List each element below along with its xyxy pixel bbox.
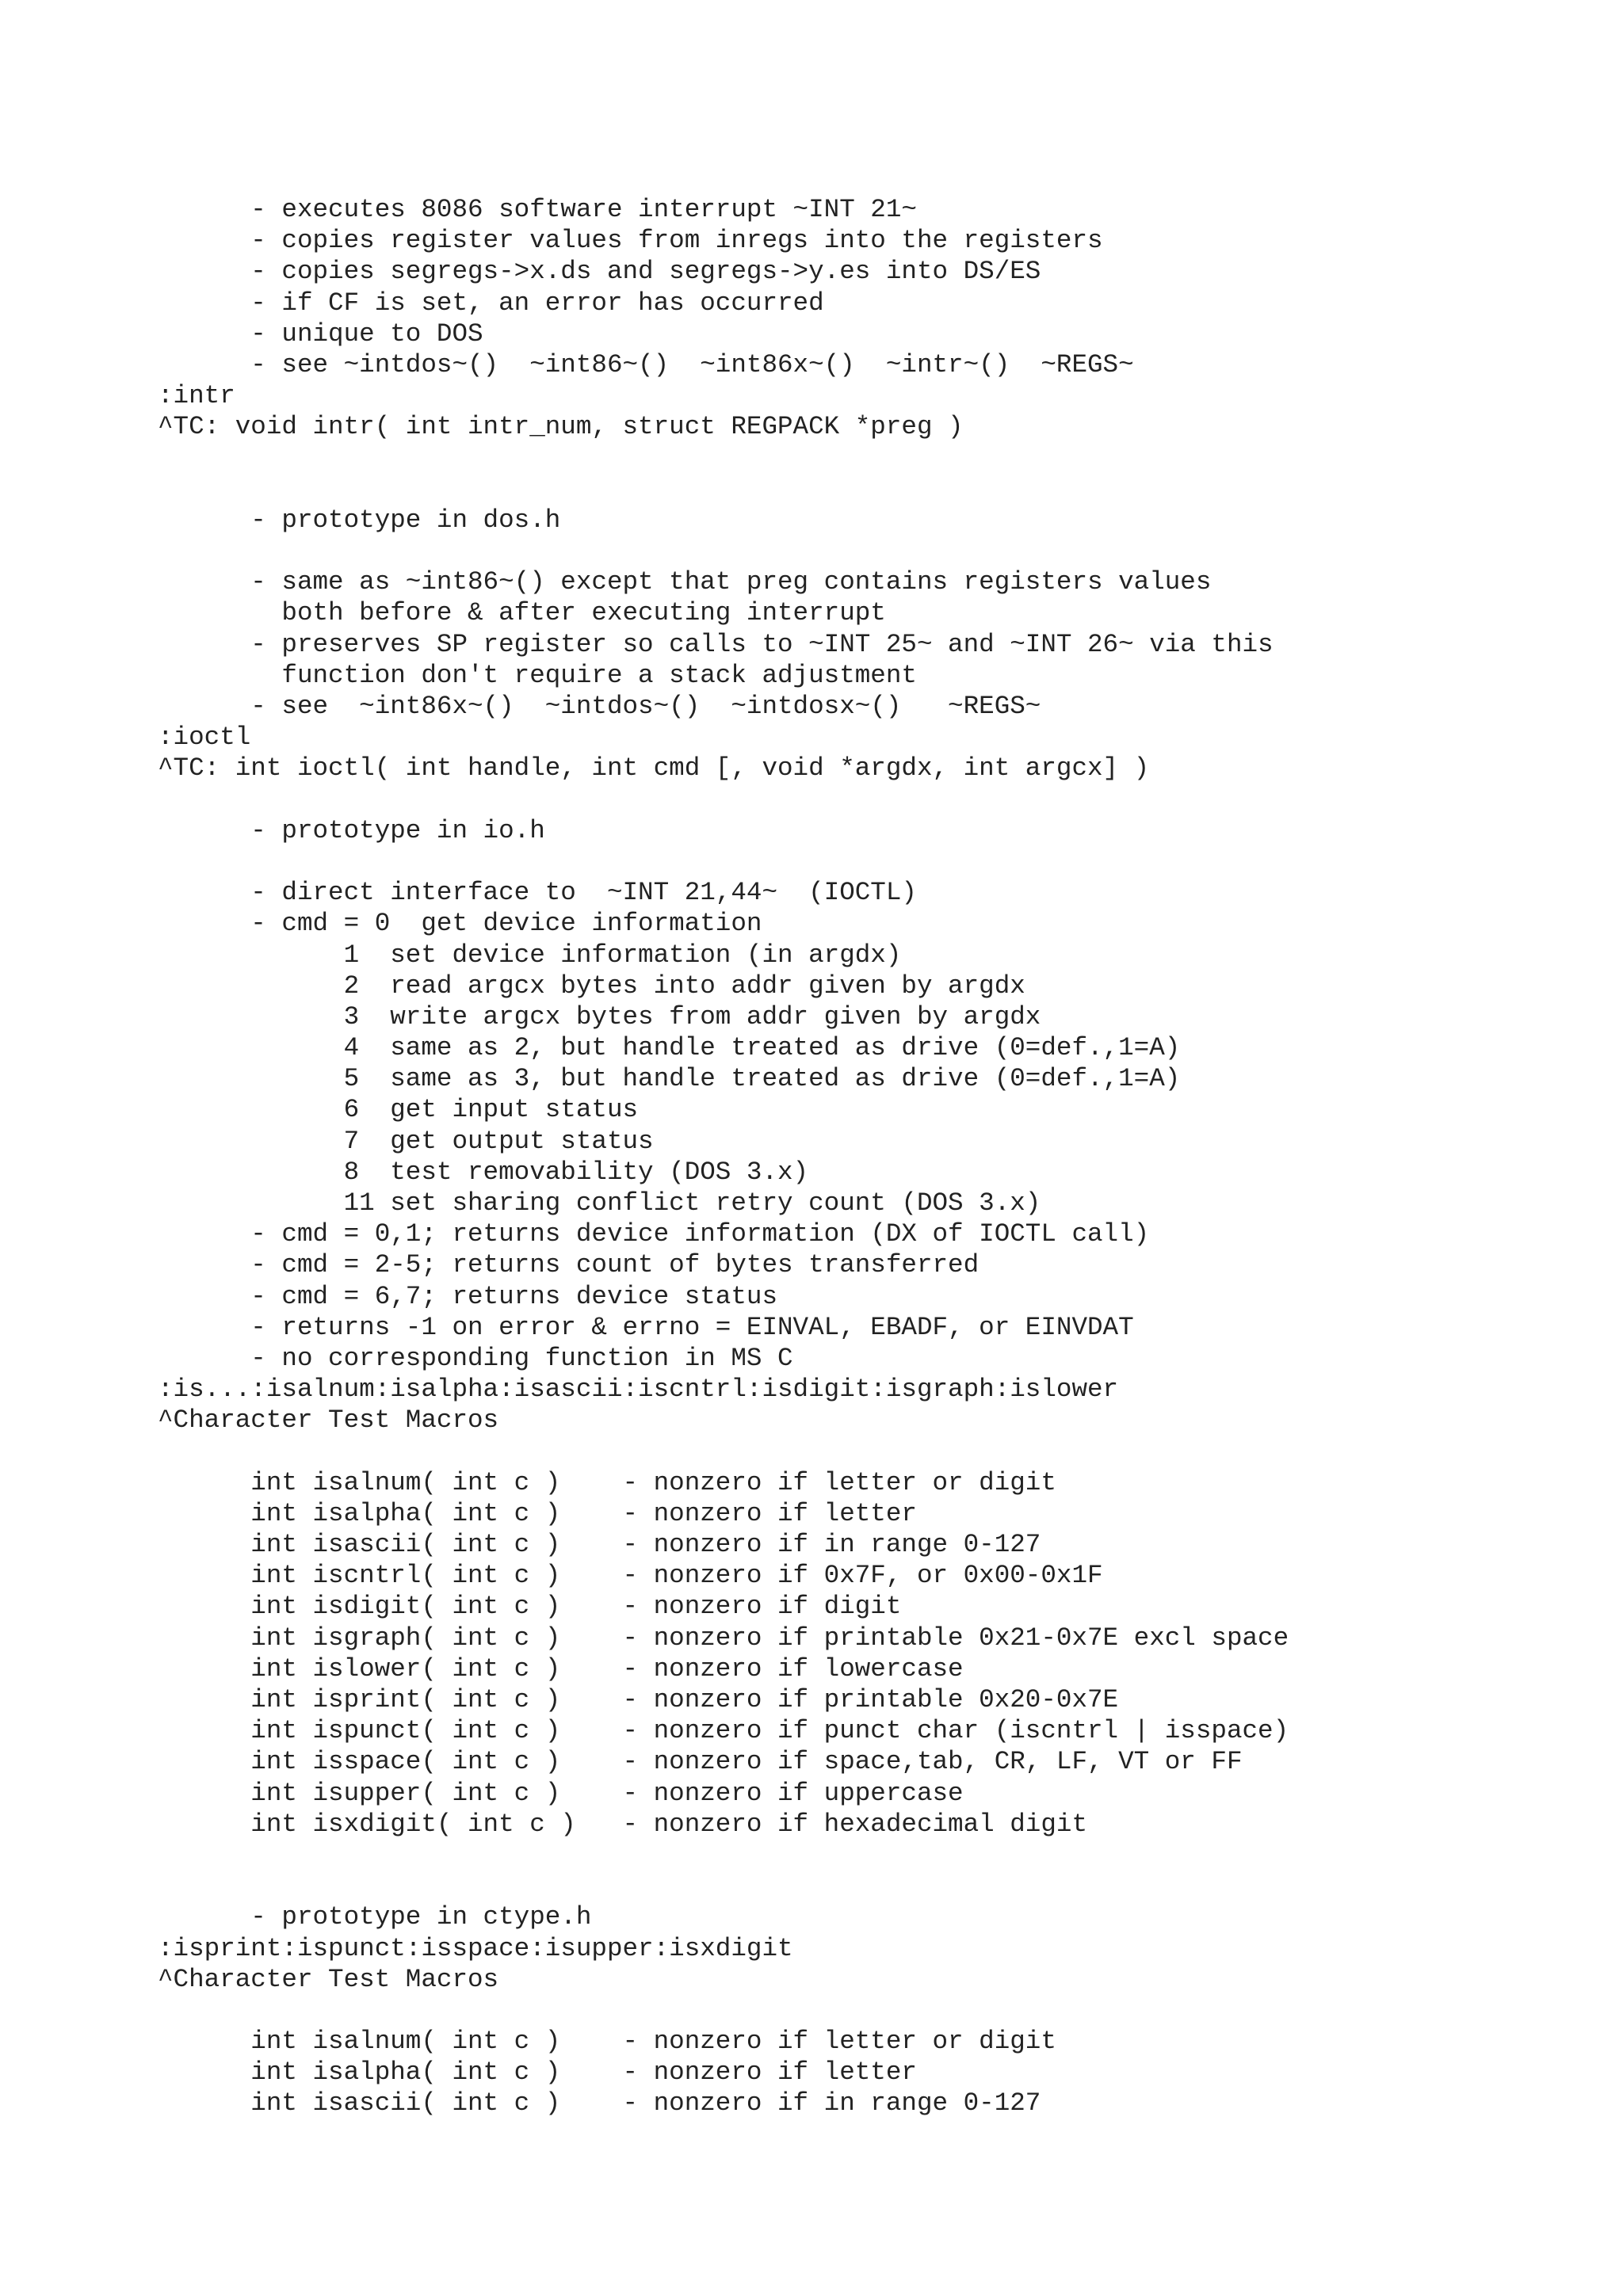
text-line: 5 same as 3, but handle treated as drive (0=def.,1=A) xyxy=(158,1064,1181,1094)
text-line: function don't require a stack adjustment xyxy=(158,660,917,690)
text-line: 3 write argcx bytes from addr given by argdx xyxy=(158,1001,1041,1032)
document-body xyxy=(158,194,1289,2119)
topic-keyword-line: :isprint:ispunct:isspace:isupper:isxdigit xyxy=(158,1933,793,1963)
text-line: int iscntrl( int c ) - nonzero if 0x7F, or 0x00-0x1F xyxy=(158,1561,1103,1591)
text-line: int isprint( int c ) - nonzero if printable 0x20-0x7E xyxy=(158,1685,1119,1714)
text-line: int isdigit( int c ) - nonzero if digit xyxy=(158,1592,902,1622)
text-line: - copies register values from inregs into the registers xyxy=(158,226,1103,256)
blank-line xyxy=(158,474,1289,505)
text-line: - cmd = 0,1; returns device information (DX of IOCTL call) xyxy=(158,1219,1150,1249)
text-line: both before & after executing interrupt xyxy=(158,598,886,628)
text-line: int isascii( int c ) - nonzero if in range 0-127 xyxy=(158,2088,1041,2119)
text-line: - cmd = 6,7; returns device status xyxy=(158,1281,778,1311)
blank-line xyxy=(158,1840,1289,1871)
text-line: - if CF is set, an error has occurred xyxy=(158,288,824,318)
blank-line xyxy=(158,443,1289,474)
topic-keyword-line: :is...:isalnum:isalpha:isascii:iscntrl:isdigit:isgraph:islower xyxy=(158,1375,1119,1405)
text-line: int isupper( int c ) - nonzero if uppercase xyxy=(158,1778,964,1808)
text-line: - see ~intdos~() ~int86~() ~int86x~() ~intr~() ~REGS~ xyxy=(158,349,1134,379)
text-line: int isalpha( int c ) - nonzero if letter xyxy=(158,1498,917,1528)
topic-title-line: ^TC: void intr( int intr_num, struct REGPACK *preg ) xyxy=(158,412,964,442)
text-line: int ispunct( int c ) - nonzero if punct char (iscntrl | isspace) xyxy=(158,1716,1289,1746)
text-line: int isgraph( int c ) - nonzero if printable 0x21-0x7E excl space xyxy=(158,1623,1289,1653)
text-line: - unique to DOS xyxy=(158,318,483,349)
text-line: - executes 8086 software interrupt ~INT 21~ xyxy=(158,195,917,224)
blank-line xyxy=(158,784,1289,815)
topic-title-line: ^TC: int ioctl( int handle, int cmd [, void *argdx, int argcx] ) xyxy=(158,753,1150,784)
text-line: 7 get output status xyxy=(158,1126,654,1156)
blank-line xyxy=(158,536,1289,566)
blank-line xyxy=(158,1871,1289,1901)
text-line: int islower( int c ) - nonzero if lowercase xyxy=(158,1653,964,1684)
text-line: - same as ~int86~() except that preg contains registers values xyxy=(158,567,1212,597)
blank-line xyxy=(158,1995,1289,2026)
text-line: 8 test removability (DOS 3.x) xyxy=(158,1157,809,1187)
text-line: - preserves SP register so calls to ~INT 25~ and ~INT 26~ via this xyxy=(158,629,1274,659)
text-line: - prototype in io.h xyxy=(158,815,545,845)
text-line: - cmd = 2-5; returns count of bytes transferred xyxy=(158,1250,980,1280)
text-line: 4 same as 2, but handle treated as drive (0=def.,1=A) xyxy=(158,1033,1181,1063)
text-line: 2 read argcx bytes into addr given by argdx xyxy=(158,971,1025,1001)
text-line: - no corresponding function in MS C xyxy=(158,1343,793,1373)
text-line: - cmd = 0 get device information xyxy=(158,909,762,939)
text-line: 6 get input status xyxy=(158,1095,639,1125)
text-line: - see ~int86x~() ~intdos~() ~intdosx~() ~REGS~ xyxy=(158,692,1041,721)
blank-line xyxy=(158,846,1289,877)
topic-keyword-line: :ioctl xyxy=(158,723,251,753)
text-line: int isspace( int c ) - nonzero if space,tab, CR, LF, VT or FF xyxy=(158,1747,1243,1777)
text-line: int isalnum( int c ) - nonzero if letter or digit xyxy=(158,1467,1056,1497)
text-line: int isalpha( int c ) - nonzero if letter xyxy=(158,2058,917,2088)
text-line: 11 set sharing conflict retry count (DOS 3.x) xyxy=(158,1188,1041,1218)
text-line: int isxdigit( int c ) - nonzero if hexadecimal digit xyxy=(158,1809,1088,1839)
text-line: int isalnum( int c ) - nonzero if letter or digit xyxy=(158,2027,1056,2057)
text-line: - copies segregs->x.ds and segregs->y.es into DS/ES xyxy=(158,257,1041,287)
text-line: - returns -1 on error & errno = EINVAL, EBADF, or EINVDAT xyxy=(158,1312,1134,1342)
text-line: - prototype in ctype.h xyxy=(158,1902,592,1932)
text-line: int isascii( int c ) - nonzero if in range 0-127 xyxy=(158,1530,1041,1560)
text-line: - prototype in dos.h xyxy=(158,505,561,535)
blank-line xyxy=(158,1436,1289,1467)
topic-title-line: ^Character Test Macros xyxy=(158,1964,499,1994)
text-line: - direct interface to ~INT 21,44~ (IOCTL) xyxy=(158,878,917,908)
topic-keyword-line: :intr xyxy=(158,381,235,411)
text-line: 1 set device information (in argdx) xyxy=(158,940,902,970)
topic-title-line: ^Character Test Macros xyxy=(158,1405,499,1436)
